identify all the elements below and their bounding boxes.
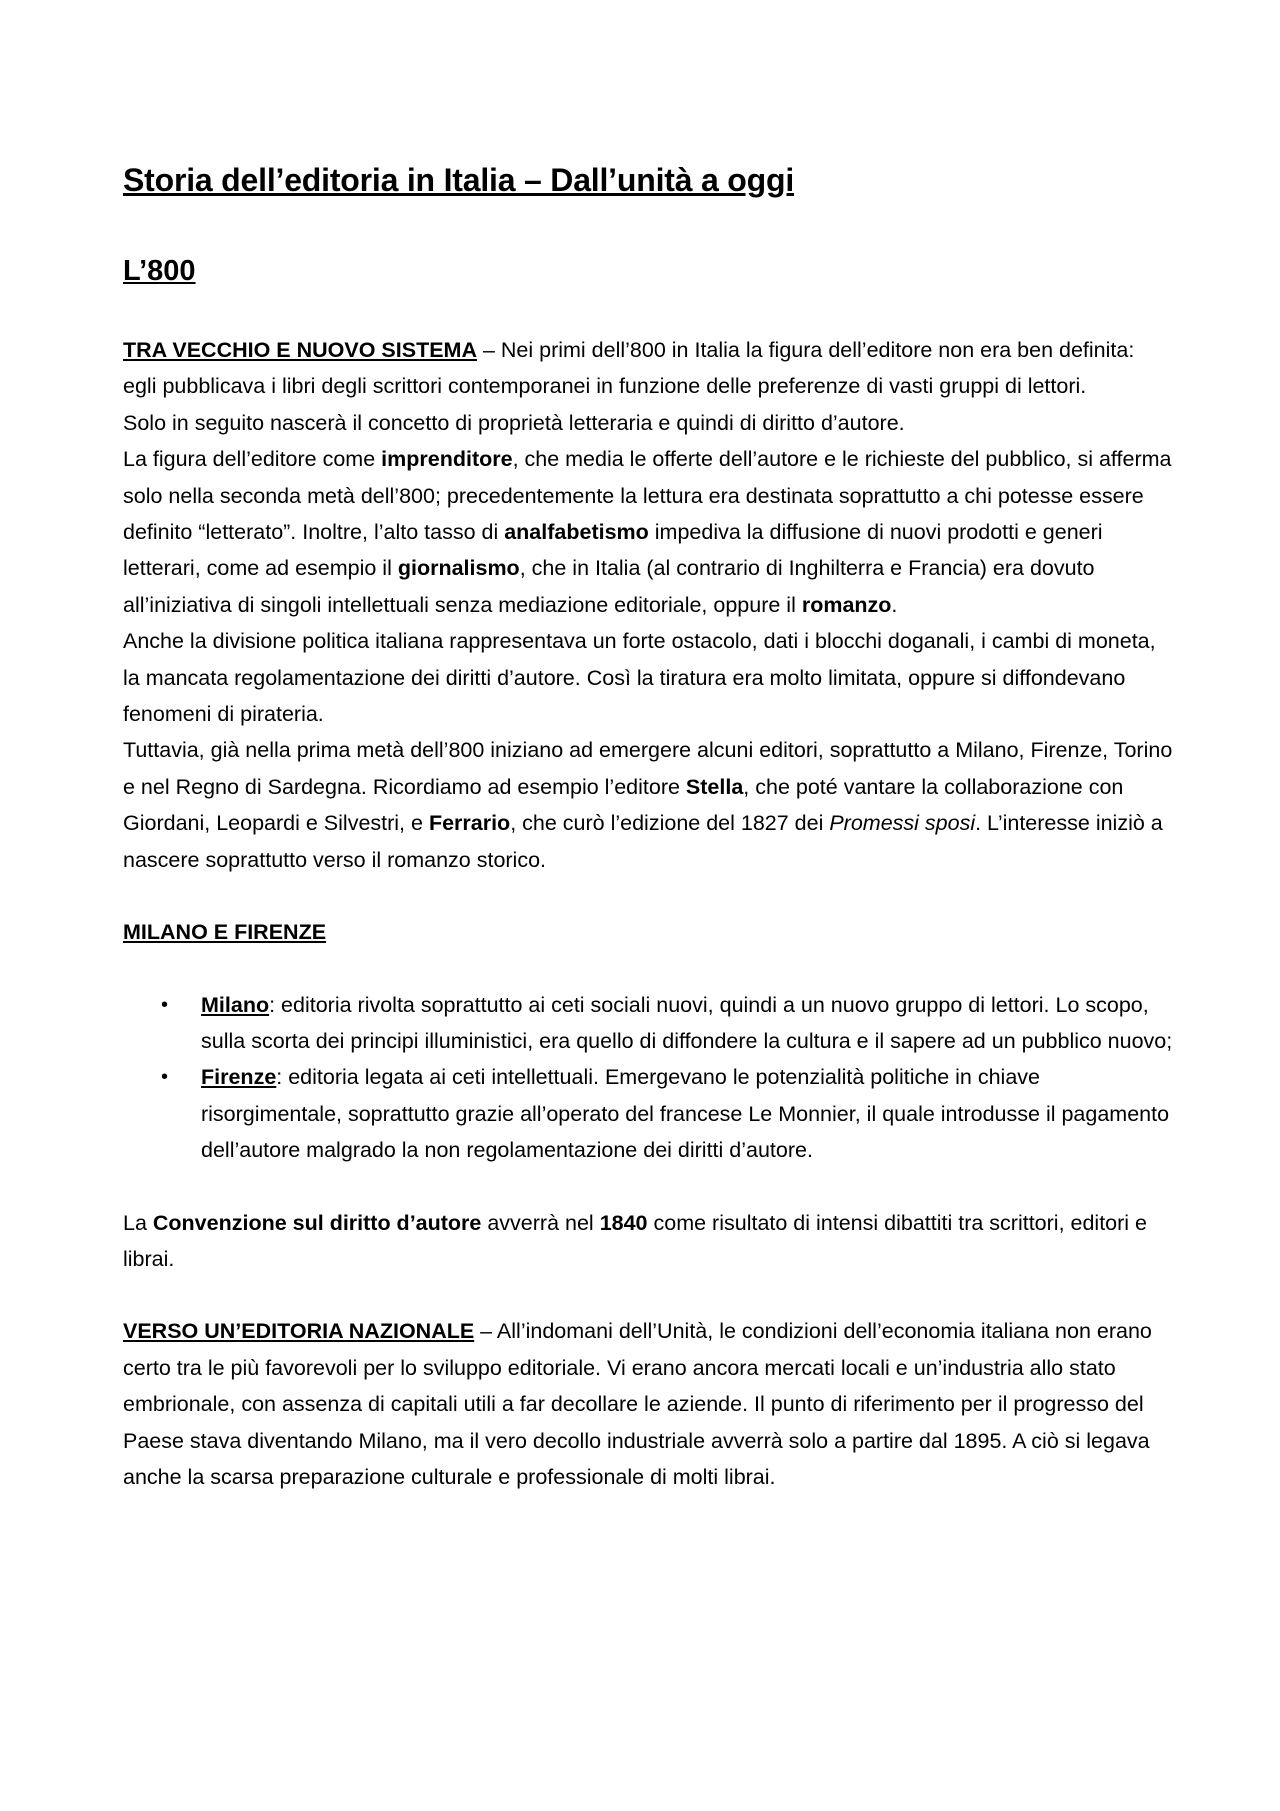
bullet-icon: • [161,1066,169,1089]
bold-term: Ferrario [428,811,511,836]
text-fragment: avverrà nel [481,1210,600,1235]
paragraph-divisione-politica: Anche la divisione politica italiana rappresentava un forte ostacolo, dati i blocchi doganali, i cambi di moneta, la mancata regolamentazione dei diritti d’autore. Così la tiratura era molto limitata, oppure si diffondevano fenomeni di pirateria. [123,629,1156,727]
bold-term: giornalismo [397,556,520,581]
text-fragment: come risultato di intensi dibattiti tra scrittori, editori e librai. [123,1210,1148,1271]
section-editoria-nazionale [123,1313,1173,1495]
text-fragment: Tuttavia, già nella prima metà dell’800 iniziano ad emergere alcuni editori, soprattutto a Milano, Firenze, Torino e nel Regno di Sardegna. Ricordiamo ad esempio l’editore [123,738,1173,799]
document-title: Storia dell’editoria in Italia – Dall’unità a oggi [123,162,795,198]
bold-term: romanzo [801,592,892,617]
document-page [123,150,1173,1495]
text-fragment: impediva la diffusione di nuovi prodotti e generi letterari, come ad esempio il [123,520,1103,581]
heading-tra-vecchio-e-nuovo-sistema: TRA VECCHIO E NUOVO SISTEMA [123,338,477,362]
paragraph-editoria-nazionale [123,1313,1173,1495]
italic-title: Promessi sposi [829,811,976,836]
heading-text: MILANO E FIRENZE [123,920,327,945]
paragraph-editore-imprenditore [123,441,1173,623]
paragraph-convenzione [123,1205,1173,1278]
text-fragment: . L’interesse iniziò a nascere soprattutto verso il romanzo storico. [123,811,1163,872]
bold-term: analfabetismo [504,520,649,545]
bold-term: Convenzione sul diritto d’autore [152,1210,482,1235]
text-fragment: , che poté vantare la collaborazione con Giordani, Leopardi e Silvestri, e [123,774,1124,836]
text-fragment: – Nei primi dell’800 in Italia la figura dell’editore non era ben definita: egli pubblicava i libri degli scrittori contemporanei in funzione delle preferenze di vasti gruppi di lettori. [123,338,1135,399]
text-fragment: , che in Italia (al contrario di Inghilterra e Francia) era dovuto all’iniziativa di singoli intellettuali senza mediazione editoriale, oppure il [123,556,1095,617]
text-fragment: La [123,1210,153,1235]
paragraph-intro [123,332,1173,405]
heading-milano-e-firenze [123,914,1173,950]
bold-term: imprenditore [381,447,513,472]
list-item [123,987,1173,1060]
bold-term: Stella [685,774,744,799]
bullet-term: Firenze [201,1065,277,1090]
text-fragment: La figura dell’editore come [123,447,382,472]
paragraph-proprieta-letteraria: Solo in seguito nascerà il concetto di proprietà letteraria e quindi di diritto d’autore. [123,410,905,435]
heading-verso-editoria-nazionale: VERSO UN’EDITORIA NAZIONALE [123,1319,475,1344]
section-title: L’800 [123,255,196,287]
section-tra-vecchio-e-nuovo [123,332,1173,878]
text-fragment: , che curò l’edizione del 1827 dei [510,811,830,836]
bullet-text: : editoria rivolta soprattutto ai ceti sociali nuovi, quindi a un nuovo gruppo di lettori. Lo scopo, sulla scorta dei principi illuministici, era quello di diffondere la cultura e il sapere ad un pubblico nuovo; [201,992,1173,1053]
section-convenzione [123,1205,1173,1278]
bullet-list [123,987,1173,1169]
bold-year: 1840 [599,1210,648,1235]
section-milano-e-firenze [123,914,1173,1168]
bullet-term: Milano [201,992,270,1017]
text-fragment: – All’indomani dell’Unità, le condizioni dell’economia italiana non erano certo tra le più favorevoli per lo sviluppo editoriale. Vi erano ancora mercati locali e un’industria allo stato embrionale, con assenza di capitali utili a far decollare le aziende. Il punto di riferimento per il progresso del Paese stava diventando Milano, ma il vero decollo industriale avverrà solo a partire dal 1895. A ciò si legava anche la scarsa preparazione culturale e professionale di molti librai. [123,1319,1152,1489]
text-fragment: , che media le offerte dell’autore e le richieste del pubblico, si afferma solo nella seconda metà dell’800; precedentemente la lettura era destinata soprattutto a chi potesse essere definito “letterato”. Inoltre, l’alto tasso di [123,447,1172,545]
paragraph-primi-editori [123,732,1173,878]
text-fragment: . [891,592,898,617]
bullet-text: : editoria legata ai ceti intellettuali. Emergevano le potenzialità politiche in chiave risorgimentale, soprattutto grazie all’operato del francese Le Monnier, il quale introdusse il pagamento dell’autore malgrado la non regolamentazione dei diritti d’autore. [201,1065,1170,1163]
list-item [123,1059,1173,1168]
bullet-icon: • [161,993,169,1016]
